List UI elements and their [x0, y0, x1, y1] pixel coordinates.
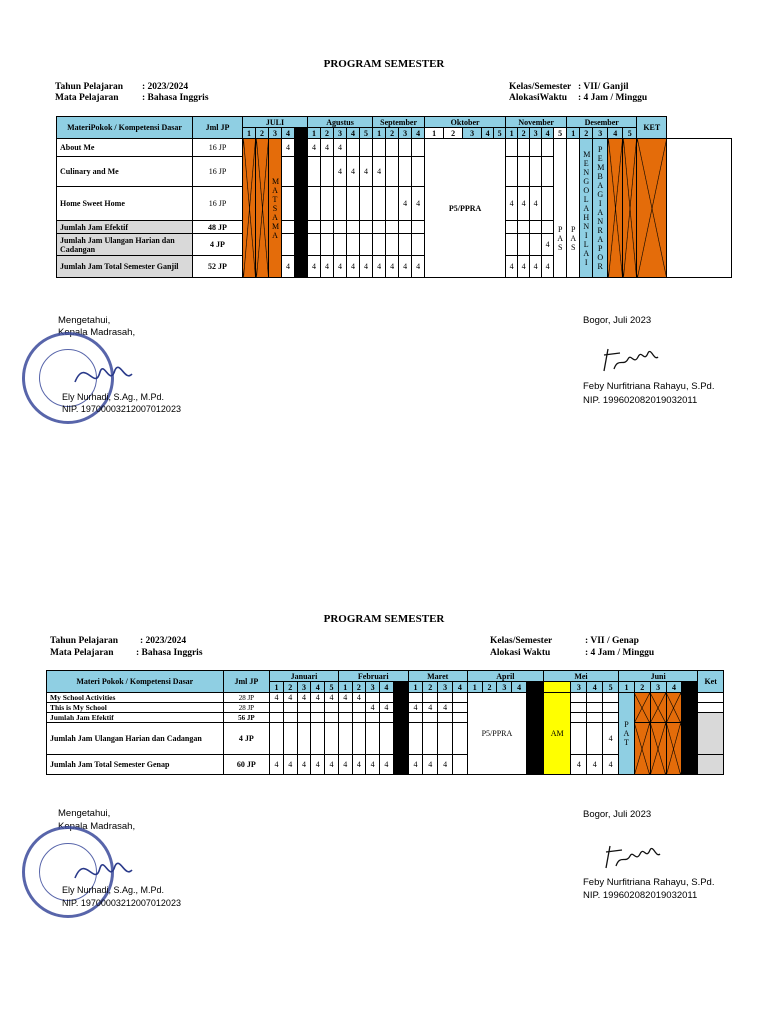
month-november: November: [506, 117, 567, 128]
teacher-name-2: Feby Nurfitriana Rahayu, S.Pd.: [583, 877, 715, 888]
mengetahui-text-2: Mengetahui,: [58, 808, 111, 819]
mengetahui-text: Mengetahui,: [58, 315, 111, 326]
mapel-value-2: : Bahasa Inggris: [136, 648, 203, 658]
page-title-semester-ganjil: PROGRAM SEMESTER: [323, 58, 445, 70]
matsama-text: MATSAMA: [272, 176, 280, 240]
head-signature: [70, 352, 140, 397]
head-name: Ely Nurhadi, S.Ag., M.Pd.: [62, 392, 165, 402]
kelas-label: Kelas/Semester: [509, 82, 572, 92]
p5-ppra-block-2: P5/PPRA: [467, 693, 526, 775]
row-jam-efektif-2: Jumlah Jam Efektif: [47, 713, 224, 723]
pat-label: PAT: [619, 693, 635, 775]
mapel-label-2: Mata Pelajaran: [50, 648, 114, 658]
tahun-label: Tahun Pelajaran: [55, 82, 124, 92]
month-desember: Desember: [567, 117, 637, 128]
month-februari: Februari: [338, 671, 408, 682]
row-jp: 16 JP: [193, 139, 243, 157]
place-date-2: Bogor, Juli 2023: [583, 809, 652, 820]
month-oktober: Oktober: [425, 117, 506, 128]
place-date: Bogor, Juli 2023: [583, 315, 652, 326]
semester-genap-table: Materi Pokok / Kompetensi Dasar Jml JP Januari Februari Maret April Mei Juni Ket 1 2 3 4 5 1 2 3 4 1 2 3 4 1 2 3 4 3 4 5 1 2 3 4 My School Activities 28 JP 4 4 4 4 4 4 4 P5/PPRA AM PAT This is My School 28 JP 4 4 4 4 4 Jumlah Jam Efektif 56 JP Jumlah Jam Ulangan Harian dan Cadangan 4 JP 4 Jumlah Jam Total Semester Genap 60 JP 4 4 4 4 4 4 4 4 4 4 4 4 4 4 4: [46, 670, 724, 775]
pembagian-rapor-label: PEMBAGIANRAPOR: [593, 139, 608, 278]
header-jml-jp: Jml JP: [193, 117, 243, 139]
row-materi-school-activities: My School Activities: [47, 693, 224, 703]
row-jam-efektif: Jumlah Jam Efektif: [57, 221, 193, 234]
teacher-nip: NIP. 199602082019032011: [583, 395, 698, 406]
month-april: April: [467, 671, 543, 682]
month-september: September: [373, 117, 425, 128]
header-jml-jp-2: Jml JP: [223, 671, 270, 693]
alokasi-value-2: : 4 Jam / Minggu: [585, 648, 655, 658]
teacher-name: Feby Nurfitriana Rahayu, S.Pd.: [583, 381, 715, 392]
month-juni: Juni: [619, 671, 698, 682]
header-ket: KET: [637, 117, 667, 139]
kepala-madrasah-text-2: Kepala Madrasah,: [58, 821, 136, 832]
row-materi-culinary: Culinary and Me: [57, 157, 193, 187]
week-number-row: 1 2 3 4 1 2 3 4 5 1 2 3 4 1 2 3 4 5 1 2 3 4 5 1 2 3 4 5: [57, 128, 732, 139]
week-number-row-2: 1 2 3 4 5 1 2 3 4 1 2 3 4 1 2 3 4 3 4 5 1 2 3 4: [47, 682, 724, 693]
month-januari: Januari: [270, 671, 339, 682]
teacher-signature: [598, 343, 664, 379]
mapel-value: : Bahasa Inggris: [142, 93, 209, 103]
tahun-value-2: : 2023/2024: [140, 636, 187, 646]
header-ket-2: Ket: [698, 671, 724, 693]
row-materi-home: Home Sweet Home: [57, 187, 193, 221]
alokasi-label-2: Alokasi Waktu: [490, 648, 551, 658]
tahun-label-2: Tahun Pelajaran: [50, 636, 119, 646]
alokasi-value: : 4 Jam / Minggu: [578, 93, 648, 103]
month-maret: Maret: [408, 671, 467, 682]
page-title-semester-genap: PROGRAM SEMESTER: [323, 613, 445, 625]
alokasi-label: AlokasiWaktu: [509, 93, 568, 103]
head-nip: NIP. 19700003212007012023: [62, 404, 181, 414]
teacher-signature-2: [600, 840, 666, 876]
pas-label: PAS: [554, 139, 567, 278]
head-name-2: Ely Nurhadi, S.Ag., M.Pd.: [62, 885, 165, 895]
header-materi-2: Materi Pokok / Kompetensi Dasar: [47, 671, 224, 693]
row-ulangan: Jumlah Jam Ulangan Harian dan Cadangan: [57, 234, 193, 256]
row-materi-my-school: This is My School: [47, 703, 224, 713]
tahun-value: : 2023/2024: [142, 82, 189, 92]
month-juli: JULI: [243, 117, 308, 128]
matsama-label: [269, 139, 282, 278]
month-mei: Mei: [543, 671, 618, 682]
am-block: AM: [543, 693, 570, 775]
row-total-genap: Jumlah Jam Total Semester Genap: [47, 755, 224, 775]
head-nip-2: NIP. 19700003212007012023: [62, 898, 181, 908]
header-materi: MateriPokok / Kompetensi Dasar: [57, 117, 193, 139]
row-total-ganjil: Jumlah Jam Total Semester Ganjil: [57, 256, 193, 278]
mapel-label: Mata Pelajaran: [55, 93, 119, 103]
teacher-nip-2: NIP. 199602082019032011: [583, 890, 698, 901]
mengolah-nilai-label: MENGOLAHNILAI: [580, 139, 593, 278]
kelas-value-2: : VII / Genap: [585, 636, 639, 646]
kelas-label-2: Kelas/Semester: [490, 636, 553, 646]
p5-ppra-block: P5/PPRA: [425, 139, 506, 278]
row-materi-about-me: About Me: [57, 139, 193, 157]
row-ulangan-2: Jumlah Jam Ulangan Harian dan Cadangan: [47, 723, 224, 755]
kelas-value: : VII/ Ganjil: [578, 82, 629, 92]
kepala-madrasah-text: Kepala Madrasah,: [58, 327, 136, 338]
semester-ganjil-table: MateriPokok / Kompetensi Dasar Jml JP JULI Agustus September Oktober November Desember KET 1 2 3 4 1 2 3 4 5 1 2 3 4 1 2 3 4 5 1 2 3 4 5 1 2 3 4 5 About Me 16 JP MATSAMA 4 4 4 4 P5/PPRA PAS PAS MENGOLAHNILAI PEMBAGIANRAPOR Culinary and Me 16 JP 4 4 4 4 Home Sweet Home 16 JP 4 4 4 4 4 Jumlah Jam Efektif 48 JP Jumlah Jam Ulangan Harian dan Cadangan 4 JP 4 Jumlah Jam Total Semester Ganjil 52 JP 4 4 4 4 4 4 4 4 4 4 4 4 4 4: [56, 116, 732, 278]
month-agustus: Agustus: [308, 117, 373, 128]
